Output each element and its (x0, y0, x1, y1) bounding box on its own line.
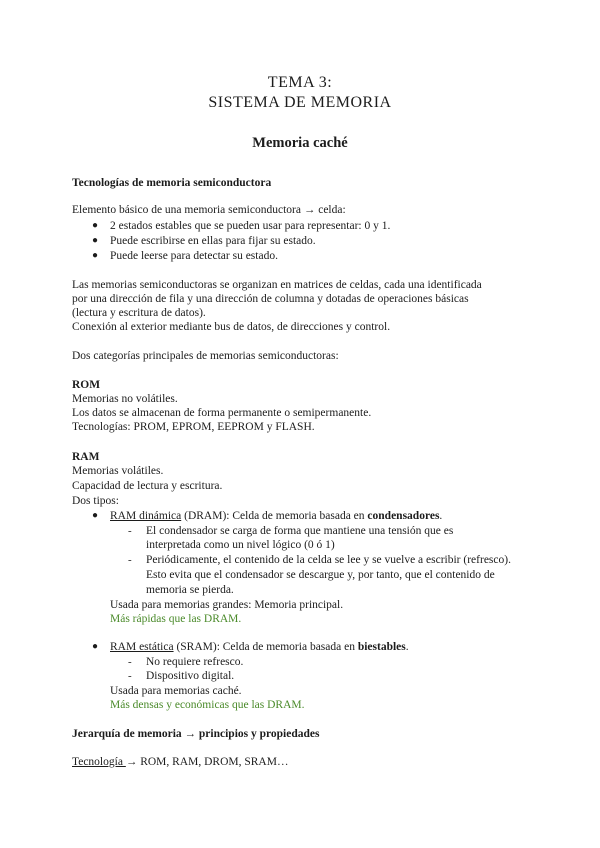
sram-end: . (405, 641, 409, 653)
hierarchy-heading-a: Jerarquía de memoria (72, 728, 185, 740)
bullet-icon: ● (92, 220, 99, 231)
intro-text: Elemento básico de una memoria semiconductora → celda: (72, 204, 346, 216)
dram-detail-line: Periódicamente, el contenido de la celda se lee y se vuelve a escribir (refresco). (146, 554, 511, 566)
categories-text: Dos categorías principales de memorias semiconductoras: (72, 350, 339, 362)
dram-detail-line: interpretada como un nivel lógico (0 ó 1) (146, 539, 335, 551)
sram-detail-line: No requiere refresco. (146, 656, 244, 668)
paragraph-line: por una dirección de fila y una dirección de columna y dotadas de operaciones básicas (72, 293, 469, 305)
dram-desc: (DRAM): Celda de memoria basada en (181, 510, 368, 522)
technology-list: → ROM, RAM, DROM, SRAM… (125, 756, 289, 768)
dram-bold: condensadores (367, 510, 440, 522)
dash-icon: - (128, 656, 132, 668)
ram-heading: RAM (72, 451, 100, 463)
title-line-2: SISTEMA DE MEMORIA (208, 94, 392, 111)
ram-line: Memorias volátiles. (72, 465, 164, 477)
section-heading-hierarchy (72, 727, 319, 741)
dram-end: . (439, 510, 443, 522)
dram-detail-line: El condensador se carga de forma que mantiene una tensión que es (146, 525, 454, 537)
bullet-icon: ● (92, 235, 99, 246)
sram-line (110, 640, 409, 654)
dram-usage: Usada para memorias grandes: Memoria principal. (110, 599, 344, 611)
technology-line (72, 755, 288, 769)
sram-desc: (SRAM): Celda de memoria basada en (173, 641, 358, 653)
sram-detail-line: Dispositivo digital. (146, 670, 235, 682)
paragraph-line: Conexión al exterior mediante bus de datos, de direcciones y control. (72, 321, 391, 333)
dram-detail-line: Esto evita que el condensador se descargue y, por tanto, que el contenido de (146, 569, 495, 581)
rom-line: Memorias no volátiles. (72, 393, 178, 405)
arrow-icon: → (184, 728, 197, 740)
technology-label: Tecnología (72, 756, 126, 768)
rom-line: Los datos se almacenan de forma permanente o semipermanente. (72, 407, 372, 419)
bullet-item: Puede leerse para detectar su estado. (110, 250, 278, 262)
ram-line: Dos tipos: (72, 495, 119, 507)
paragraph-line: Las memorias semiconductoras se organizan en matrices de celdas, cada una identificada (72, 279, 482, 291)
dram-note: Más rápidas que las DRAM. (110, 613, 242, 625)
dash-icon: - (128, 670, 132, 682)
sram-usage: Usada para memorias caché. (110, 685, 242, 697)
bullet-item: Puede escribirse en ellas para fijar su estado. (110, 235, 316, 247)
dram-detail-line: memoria se pierda. (146, 584, 234, 596)
rom-heading: ROM (72, 379, 101, 391)
bullet-item: 2 estados estables que se pueden usar para representar: 0 y 1. (110, 220, 391, 232)
bullet-icon: ● (92, 641, 99, 652)
bullet-icon: ● (92, 510, 99, 521)
sram-note: Más densas y económicas que las DRAM. (110, 699, 305, 711)
section-heading-technologies: Tecnologías de memoria semiconductora (72, 177, 272, 189)
dash-icon: - (128, 554, 132, 566)
bullet-icon: ● (92, 250, 99, 261)
dash-icon: - (128, 525, 132, 537)
dram-name: RAM dinámica (110, 510, 182, 522)
ram-line: Capacidad de lectura y escritura. (72, 480, 223, 492)
hierarchy-heading-b: principios y propiedades (196, 728, 320, 740)
dram-line (110, 509, 442, 523)
sram-name: RAM estática (110, 641, 174, 653)
sram-bold: biestables (357, 641, 406, 653)
title-line-1: TEMA 3: (267, 74, 333, 91)
subtitle: Memoria caché (252, 135, 348, 151)
paragraph-line: (lectura y escritura de datos). (72, 307, 206, 319)
rom-line: Tecnologías: PROM, EPROM, EEPROM y FLASH. (72, 421, 315, 433)
